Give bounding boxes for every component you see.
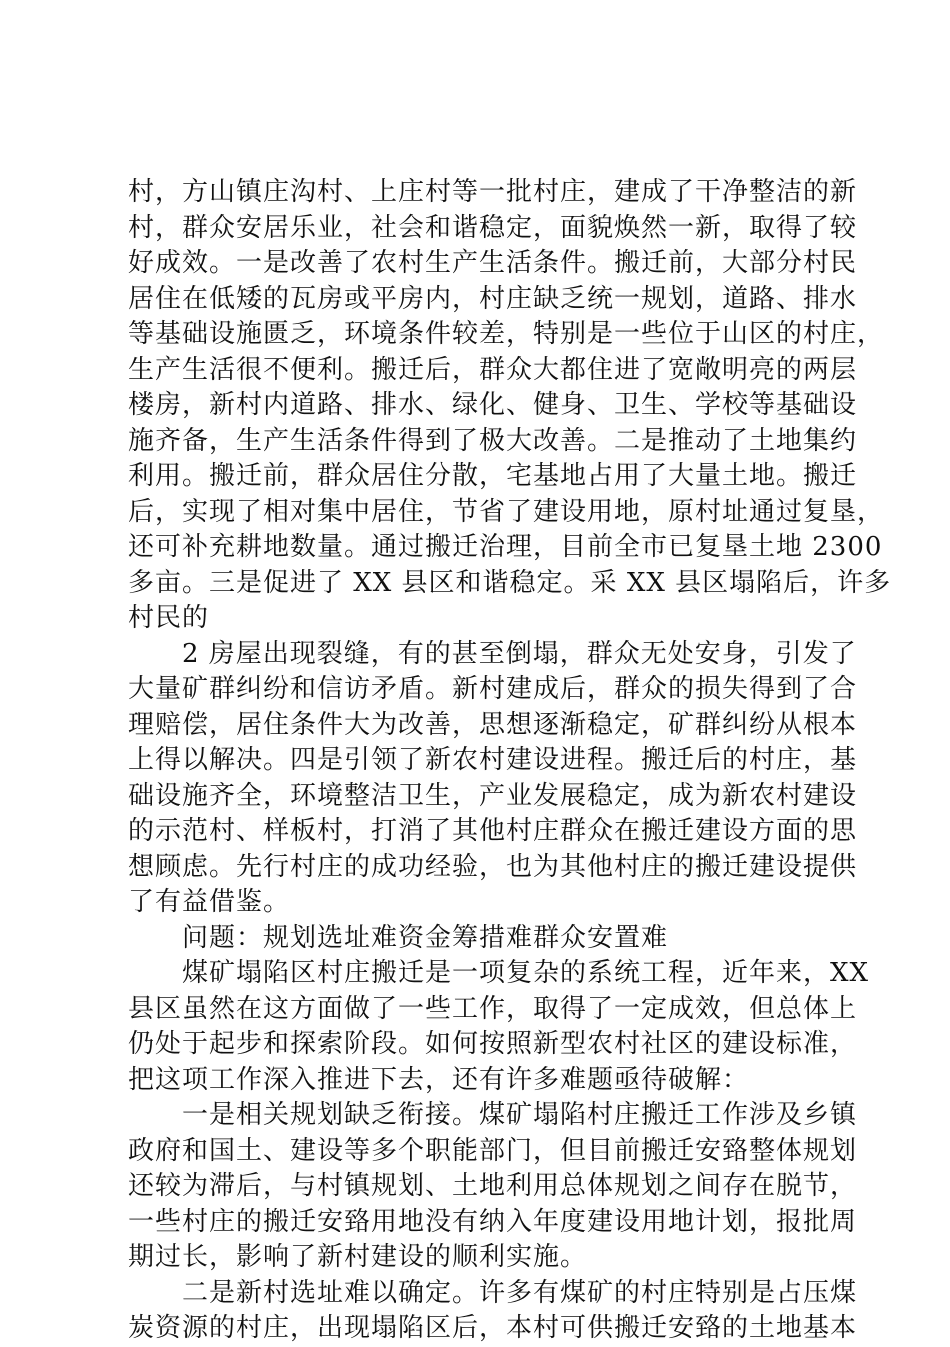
text-line: 多亩。三是促进了 XX 县区和谐稳定。采 XX 县区塌陷后，许多	[128, 567, 892, 598]
text-line: 利用。搬迁前，群众居住分散，宅基地占用了大量土地。搬迁	[128, 461, 858, 491]
paragraph-4	[128, 1098, 858, 1276]
text-line: 期过长，影响了新村建设的顺利实施。	[128, 1242, 588, 1272]
text-line: 后，实现了相对集中居住，节省了建设用地，原村址通过复垦，	[128, 496, 885, 527]
text-line: 村，方山镇庄沟村、上庄村等一批村庄，建成了干净整洁的新	[128, 177, 858, 207]
text-line: 好成效。一是改善了农村生产生活条件。搬迁前，大部分村民	[128, 248, 858, 278]
text-line: 大量矿群纠纷和信访矛盾。新村建成后，群众的损失得到了合	[128, 674, 858, 704]
text-line: 村民的	[128, 603, 210, 633]
text-line: 炭资源的村庄，出现塌陷区后，本村可供搬迁安臵的土地基本	[128, 1313, 858, 1343]
text-line: 想顾虑。先行村庄的成功经验，也为其他村庄的搬迁建设提供	[128, 851, 858, 882]
text-line: 政府和国土、建设等多个职能部门，但目前搬迁安臵整体规划	[128, 1135, 858, 1166]
document-body	[128, 175, 892, 1347]
heading-line: 问题：规划选址难资金筹措难群众安置难	[182, 922, 669, 953]
text-line: 二是新村选址难以确定。许多有煤矿的村庄特别是占压煤	[182, 1277, 858, 1308]
paragraph-5	[128, 1276, 858, 1347]
text-line: 把这项工作深入推进下去，还有许多难题亟待破解：	[128, 1064, 750, 1095]
text-line: 楼房，新村内道路、排水、绿化、健身、卫生、学校等基础设	[128, 390, 858, 420]
text-line: 一些村庄的搬迁安臵用地没有纳入年度建设用地计划，报批周	[128, 1206, 858, 1237]
text-line: 理赔偿，居住条件大为改善，思想逐渐稳定，矿群纠纷从根本	[128, 709, 858, 740]
paragraph-1	[128, 175, 892, 637]
text-line: 施齐备，生产生活条件得到了极大改善。二是推动了土地集约	[128, 425, 858, 456]
text-line: 上得以解决。四是引领了新农村建设进程。搬迁后的村庄，基	[128, 745, 858, 775]
text-line: 居住在低矮的瓦房或平房内，村庄缺乏统一规划，道路、排水	[128, 283, 858, 314]
paragraph-2	[128, 637, 858, 921]
text-line: 一是相关规划缺乏衔接。煤矿塌陷村庄搬迁工作涉及乡镇	[182, 1100, 858, 1130]
text-line: 还较为滞后，与村镇规划、土地利用总体规划之间存在脱节，	[128, 1171, 858, 1201]
text-line: 2 房屋出现裂缝，有的甚至倒塌，群众无处安身，引发了	[182, 638, 857, 669]
text-line: 础设施齐全，环境整洁卫生，产业发展稳定，成为新农村建设	[128, 780, 858, 811]
text-line: 了有益借鉴。	[128, 887, 291, 917]
paragraph-3	[128, 956, 870, 1098]
text-line: 县区虽然在这方面做了一些工作，取得了一定成效，但总体上	[128, 993, 858, 1024]
text-line: 的示范村、样板村，打消了其他村庄群众在搬迁建设方面的思	[128, 816, 858, 846]
section-heading	[128, 921, 828, 957]
text-line: 还可补充耕地数量。通过搬迁治理，目前全市已复垦土地 2300	[128, 532, 883, 562]
text-line: 村，群众安居乐业，社会和谐稳定，面貌焕然一新，取得了较	[128, 212, 858, 243]
text-line: 仍处于起步和探索阶段。如何按照新型农村社区的建设标准，	[128, 1029, 858, 1059]
text-line: 生产生活很不便利。搬迁后，群众大都住进了宽敞明亮的两层	[128, 354, 858, 385]
text-line: 煤矿塌陷区村庄搬迁是一项复杂的系统工程，近年来，XX	[182, 958, 870, 988]
text-line: 等基础设施匮乏，环境条件较差，特别是一些位于山区的村庄，	[128, 319, 885, 349]
